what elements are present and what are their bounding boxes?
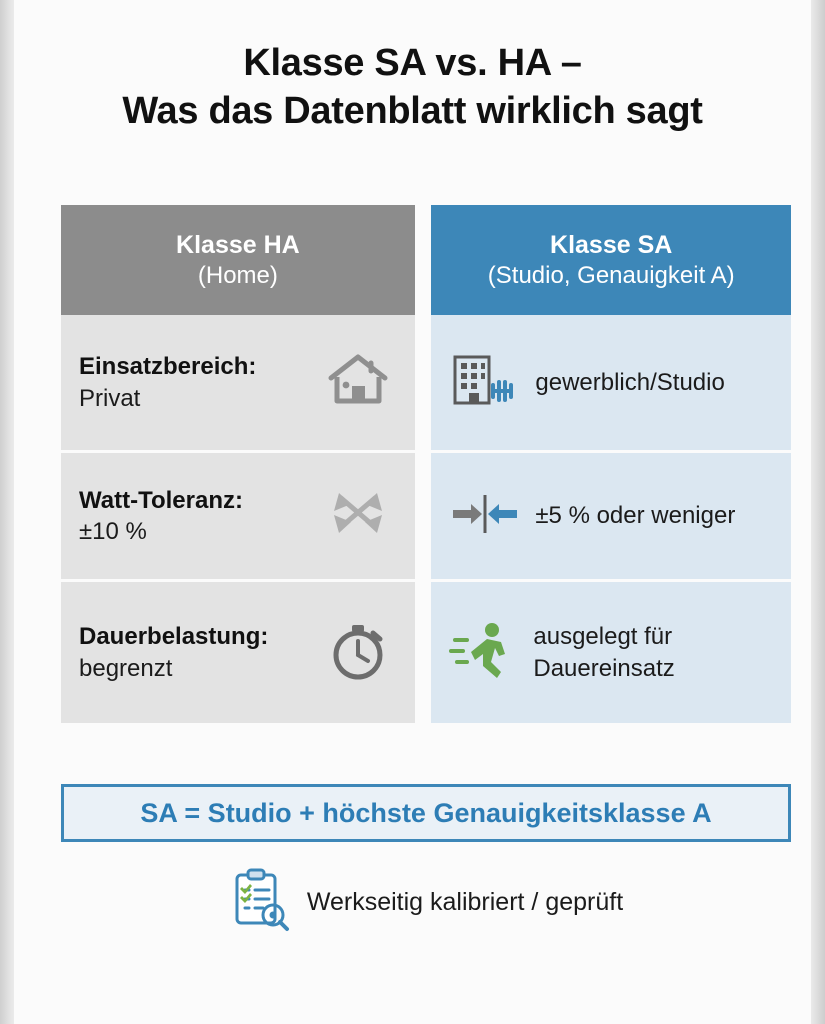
table-header-sa [431, 205, 791, 315]
table-row [61, 315, 791, 450]
page-title-line-1: Klasse SA vs. HA – [243, 42, 582, 84]
running-person-icon [449, 618, 519, 687]
cell-ha-einsatzbereich-text [79, 351, 256, 413]
cell-ha-watt-toleranz [61, 453, 415, 579]
table-header-row [61, 205, 791, 315]
comparison-table [61, 205, 791, 723]
stopwatch-icon [325, 617, 391, 688]
expand-arrows-icon [325, 485, 391, 548]
cell-label: Watt-Toleranz: [79, 486, 243, 514]
gym-building-icon [449, 349, 521, 416]
table-header-sa-subtitle: (Studio, Genauigkeit A) [487, 261, 735, 289]
infographic-sheet [14, 0, 811, 1024]
footnote [61, 862, 791, 942]
table-header-sa-title: Klasse SA [550, 231, 673, 260]
cell-value: begrenzt [79, 654, 173, 682]
table-row [61, 453, 791, 579]
tolerance-arrows-icon [449, 489, 521, 544]
cell-sa-einsatzbereich [431, 315, 791, 450]
table-header-ha-subtitle: (Home) [197, 261, 278, 289]
summary-banner [61, 784, 791, 842]
cell-sa-watt-toleranz [431, 453, 791, 579]
cell-ha-watt-toleranz-text [79, 485, 243, 547]
column-spacer [415, 315, 432, 450]
column-spacer [415, 205, 432, 315]
cell-ha-einsatzbereich [61, 315, 415, 450]
page-title [14, 0, 811, 135]
cell-ha-dauerbelastung-text [79, 621, 268, 683]
table-header-ha [61, 205, 415, 315]
cell-label: Einsatzbereich: [79, 353, 257, 381]
cell-sa-dauerbelastung-line-2: Dauereinsatz [533, 654, 675, 682]
cell-sa-dauerbelastung-text [533, 621, 674, 683]
house-icon [325, 351, 391, 414]
cell-value: Privat [79, 384, 141, 412]
cell-sa-einsatzbereich-text: gewerblich/Studio [535, 368, 725, 396]
column-spacer [415, 582, 432, 723]
cell-sa-watt-toleranz-text: ±5 % oder weniger [535, 502, 736, 530]
column-spacer [415, 453, 432, 579]
footnote-text: Werkseitig kalibriert / geprüft [306, 887, 624, 916]
cell-ha-dauerbelastung [61, 582, 415, 723]
cell-value: ±10 % [79, 518, 147, 545]
summary-banner-text: SA = Studio + höchste Genauigkeitsklasse A [140, 797, 712, 828]
cell-sa-dauerbelastung [431, 582, 791, 723]
cell-sa-dauerbelastung-line-1: ausgelegt für [533, 623, 673, 651]
cell-label: Dauerbelastung: [79, 623, 269, 651]
table-row [61, 582, 791, 723]
table-header-ha-title: Klasse HA [176, 231, 300, 260]
page-title-line-2: Was das Datenblatt wirklich sagt [122, 89, 703, 132]
clipboard-check-gear-icon [229, 867, 291, 938]
